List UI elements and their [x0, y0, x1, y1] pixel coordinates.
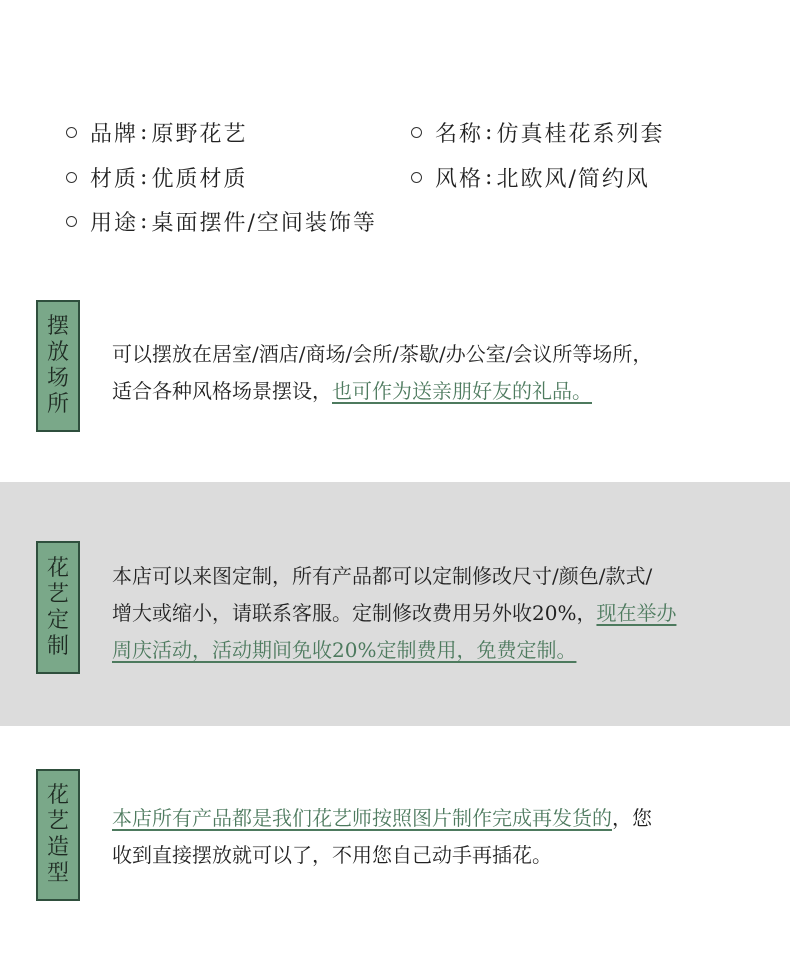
customization-line-1: 本店可以来图定制，所有产品都可以定制修改尺寸/颜色/款式/ — [112, 564, 653, 588]
customization-label — [36, 541, 80, 674]
design-label — [36, 769, 80, 901]
circle-bullet-icon — [66, 172, 77, 183]
spec-material — [66, 162, 247, 193]
placement-label-char: 摆 — [46, 314, 69, 339]
design-section — [0, 726, 790, 962]
customization-promo-highlight-cont: 周庆活动，活动期间免收20%定制费用，免费定制。 — [112, 638, 577, 662]
spec-brand-value: 原野花艺 — [151, 122, 248, 147]
spec-colon: : — [485, 120, 495, 145]
design-description — [112, 800, 772, 874]
circle-bullet-icon — [66, 216, 77, 227]
design-line-1-tail: ，您 — [612, 806, 652, 830]
placement-label-char: 场 — [46, 366, 69, 391]
customization-label-char: 制 — [46, 633, 69, 659]
spec-list — [0, 0, 790, 260]
spec-name — [411, 117, 664, 148]
customization-label-char: 花 — [46, 555, 69, 581]
placement-section — [0, 260, 790, 482]
customization-promo-highlight: 现在举办 — [596, 601, 677, 625]
spec-colon: : — [140, 165, 150, 190]
spec-brand — [66, 117, 247, 148]
design-label-char: 艺 — [46, 809, 69, 834]
spec-usage — [66, 206, 377, 237]
spec-name-key: 名称 — [435, 122, 484, 147]
design-florist-highlight: 本店所有产品都是我们花艺师按照图片制作完成再发货的 — [112, 806, 612, 830]
spec-style-key: 风格 — [435, 167, 484, 192]
spec-material-value: 优质材质 — [151, 167, 248, 192]
circle-bullet-icon — [411, 127, 422, 138]
design-label-char: 造 — [46, 835, 69, 860]
placement-line-1: 可以摆放在居室/酒店/商场/会所/茶歇/办公室/会议所等场所， — [112, 342, 653, 366]
spec-name-value: 仿真桂花系列套 — [496, 122, 665, 147]
placement-line-2: 适合各种风格场景摆设， — [112, 379, 332, 403]
customization-line-2: 增大或缩小，请联系客服。定制修改费用另外收20%， — [112, 601, 597, 625]
spec-colon: : — [140, 209, 150, 234]
design-label-char: 型 — [46, 861, 69, 886]
spec-colon: : — [485, 165, 495, 190]
spec-style — [411, 162, 650, 193]
placement-gift-highlight: 也可作为送亲朋好友的礼品。 — [332, 379, 592, 403]
customization-label-char: 艺 — [46, 581, 69, 607]
design-line-2: 收到直接摆放就可以了，不用您自己动手再插花。 — [112, 843, 552, 867]
spec-brand-key: 品牌 — [90, 122, 139, 147]
placement-description — [112, 336, 772, 410]
placement-label — [36, 300, 80, 432]
spec-style-value: 北欧风/简约风 — [496, 167, 650, 192]
customization-description — [112, 558, 772, 669]
customization-section — [0, 482, 790, 726]
spec-usage-value: 桌面摆件/空间装饰等 — [151, 211, 377, 236]
customization-label-char: 定 — [46, 607, 69, 633]
spec-material-key: 材质 — [90, 167, 139, 192]
circle-bullet-icon — [411, 172, 422, 183]
placement-label-char: 放 — [46, 340, 69, 365]
spec-usage-key: 用途 — [90, 211, 139, 236]
design-label-char: 花 — [46, 783, 69, 808]
spec-colon: : — [140, 120, 150, 145]
circle-bullet-icon — [66, 127, 77, 138]
placement-label-char: 所 — [46, 392, 69, 417]
